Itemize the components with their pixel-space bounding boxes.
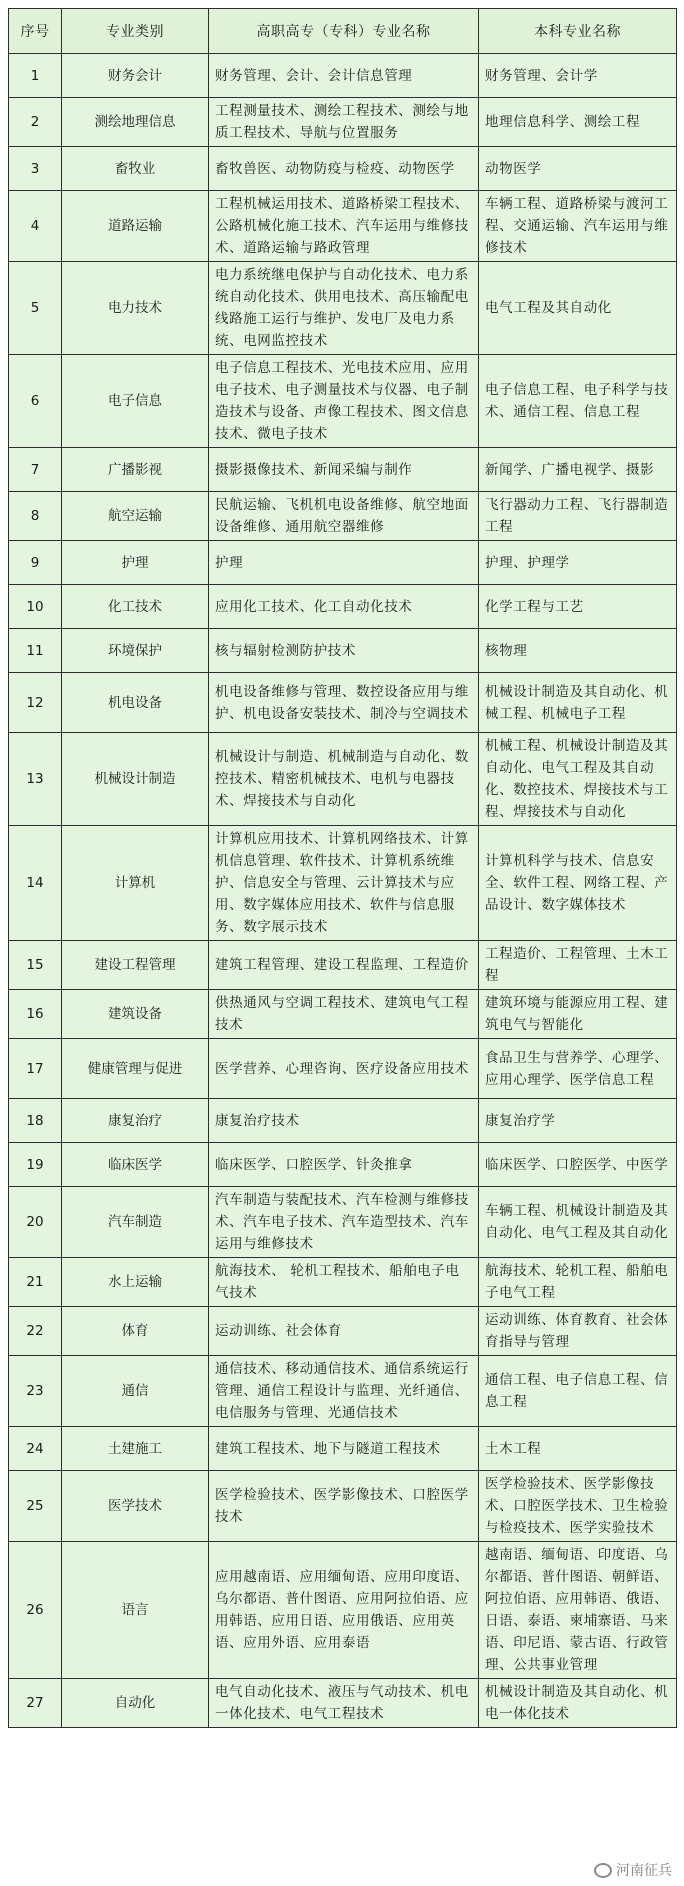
table-row [9, 1258, 677, 1307]
row-bachelor-majors: 临床医学、口腔医学、中医学 [479, 1143, 677, 1187]
row-bachelor-majors: 运动训练、体育教育、社会体育指导与管理 [479, 1307, 677, 1356]
row-category: 机械设计制造 [62, 733, 209, 826]
row-number: 21 [9, 1258, 62, 1307]
row-category: 通信 [62, 1356, 209, 1427]
row-category: 语言 [62, 1542, 209, 1679]
row-bachelor-majors: 工程造价、工程管理、土木工程 [479, 941, 677, 990]
row-vocational-majors: 临床医学、口腔医学、针灸推拿 [209, 1143, 479, 1187]
row-number: 16 [9, 990, 62, 1039]
row-number: 6 [9, 355, 62, 448]
majors-table [8, 8, 677, 1728]
row-number: 4 [9, 191, 62, 262]
row-category: 化工技术 [62, 585, 209, 629]
row-bachelor-majors: 机械设计制造及其自动化、机电一体化技术 [479, 1679, 677, 1728]
watermark-text: 河南征兵 [616, 1863, 672, 1879]
row-vocational-majors: 建筑工程技术、地下与隧道工程技术 [209, 1427, 479, 1471]
row-vocational-majors: 电气自动化技术、液压与气动技术、机电一体化技术、电气工程技术 [209, 1679, 479, 1728]
row-category: 机电设备 [62, 673, 209, 733]
table-row [9, 448, 677, 492]
row-vocational-majors: 电力系统继电保护与自动化技术、电力系统自动化技术、供用电技术、高压输配电线路施工运行与维护、发电厂及电力系统、电网监控技术 [209, 262, 479, 355]
table-row [9, 98, 677, 147]
table-row [9, 492, 677, 541]
table-row [9, 262, 677, 355]
table-row [9, 941, 677, 990]
row-category: 道路运输 [62, 191, 209, 262]
row-category: 体育 [62, 1307, 209, 1356]
table-row [9, 629, 677, 673]
table-row [9, 54, 677, 98]
table-row [9, 541, 677, 585]
row-vocational-majors: 应用化工技术、化工自动化技术 [209, 585, 479, 629]
table-header-row [9, 9, 677, 54]
row-vocational-majors: 医学检验技术、医学影像技术、口腔医学技术 [209, 1471, 479, 1542]
table-row [9, 990, 677, 1039]
table-row [9, 1356, 677, 1427]
row-category: 建筑设备 [62, 990, 209, 1039]
row-vocational-majors: 畜牧兽医、动物防疫与检疫、动物医学 [209, 147, 479, 191]
row-category: 水上运输 [62, 1258, 209, 1307]
row-number: 23 [9, 1356, 62, 1427]
row-bachelor-majors: 地理信息科学、测绘工程 [479, 98, 677, 147]
row-category: 建设工程管理 [62, 941, 209, 990]
row-bachelor-majors: 建筑环境与能源应用工程、建筑电气与智能化 [479, 990, 677, 1039]
row-number: 26 [9, 1542, 62, 1679]
row-vocational-majors: 汽车制造与装配技术、汽车检测与维修技术、汽车电子技术、汽车造型技术、汽车运用与维修技术 [209, 1187, 479, 1258]
table-row [9, 1187, 677, 1258]
row-vocational-majors: 护理 [209, 541, 479, 585]
row-bachelor-majors: 化学工程与工艺 [479, 585, 677, 629]
row-bachelor-majors: 电气工程及其自动化 [479, 262, 677, 355]
row-vocational-majors: 供热通风与空调工程技术、建筑电气工程技术 [209, 990, 479, 1039]
row-bachelor-majors: 机械工程、机械设计制造及其自动化、电气工程及其自动化、数控技术、焊接技术与工程、焊接技术与自动化 [479, 733, 677, 826]
row-category: 计算机 [62, 826, 209, 941]
row-vocational-majors: 民航运输、飞机机电设备维修、航空地面设备维修、通用航空器维修 [209, 492, 479, 541]
table-row [9, 1143, 677, 1187]
row-vocational-majors: 工程测量技术、测绘工程技术、测绘与地质工程技术、导航与位置服务 [209, 98, 479, 147]
row-category: 康复治疗 [62, 1099, 209, 1143]
row-number: 2 [9, 98, 62, 147]
header-category: 专业类别 [62, 9, 209, 54]
row-vocational-majors: 计算机应用技术、计算机网络技术、计算机信息管理、软件技术、计算机系统维护、信息安全与管理、云计算技术与应用、数字媒体应用技术、软件与信息服务、数字展示技术 [209, 826, 479, 941]
table-row [9, 733, 677, 826]
row-number: 8 [9, 492, 62, 541]
row-bachelor-majors: 车辆工程、道路桥梁与渡河工程、交通运输、汽车运用与维修技术 [479, 191, 677, 262]
header-bachelor: 本科专业名称 [479, 9, 677, 54]
row-number: 25 [9, 1471, 62, 1542]
table-row [9, 1427, 677, 1471]
row-category: 护理 [62, 541, 209, 585]
row-bachelor-majors: 计算机科学与技术、信息安全、软件工程、网络工程、产品设计、数字媒体技术 [479, 826, 677, 941]
row-number: 3 [9, 147, 62, 191]
table-row [9, 1307, 677, 1356]
wechat-icon [594, 1863, 612, 1878]
row-number: 5 [9, 262, 62, 355]
row-number: 14 [9, 826, 62, 941]
row-vocational-majors: 应用越南语、应用缅甸语、应用印度语、乌尔都语、普什图语、应用阿拉伯语、应用韩语、应用日语、应用俄语、应用英语、应用外语、应用泰语 [209, 1542, 479, 1679]
row-number: 10 [9, 585, 62, 629]
row-category: 医学技术 [62, 1471, 209, 1542]
row-number: 17 [9, 1039, 62, 1099]
row-vocational-majors: 核与辐射检测防护技术 [209, 629, 479, 673]
header-no: 序号 [9, 9, 62, 54]
row-category: 广播影视 [62, 448, 209, 492]
table-row [9, 355, 677, 448]
row-number: 15 [9, 941, 62, 990]
row-category: 土建施工 [62, 1427, 209, 1471]
row-number: 11 [9, 629, 62, 673]
watermark [594, 1860, 672, 1880]
row-category: 财务会计 [62, 54, 209, 98]
row-vocational-majors: 建筑工程管理、建设工程监理、工程造价 [209, 941, 479, 990]
row-bachelor-majors: 车辆工程、机械设计制造及其自动化、电气工程及其自动化 [479, 1187, 677, 1258]
row-number: 1 [9, 54, 62, 98]
table-row [9, 1039, 677, 1099]
row-bachelor-majors: 核物理 [479, 629, 677, 673]
table-row [9, 1099, 677, 1143]
row-category: 电子信息 [62, 355, 209, 448]
row-vocational-majors: 医学营养、心理咨询、医疗设备应用技术 [209, 1039, 479, 1099]
row-number: 9 [9, 541, 62, 585]
row-number: 27 [9, 1679, 62, 1728]
row-vocational-majors: 康复治疗技术 [209, 1099, 479, 1143]
row-bachelor-majors: 飞行器动力工程、飞行器制造工程 [479, 492, 677, 541]
row-vocational-majors: 通信技术、移动通信技术、通信系统运行管理、通信工程设计与监理、光纤通信、电信服务与管理、光通信技术 [209, 1356, 479, 1427]
row-category: 航空运输 [62, 492, 209, 541]
table-row [9, 1471, 677, 1542]
row-bachelor-majors: 航海技术、轮机工程、船舶电子电气工程 [479, 1258, 677, 1307]
row-bachelor-majors: 通信工程、电子信息工程、信息工程 [479, 1356, 677, 1427]
row-bachelor-majors: 动物医学 [479, 147, 677, 191]
row-number: 22 [9, 1307, 62, 1356]
table-row [9, 191, 677, 262]
row-category: 环境保护 [62, 629, 209, 673]
row-vocational-majors: 摄影摄像技术、新闻采编与制作 [209, 448, 479, 492]
row-number: 19 [9, 1143, 62, 1187]
row-bachelor-majors: 康复治疗学 [479, 1099, 677, 1143]
row-bachelor-majors: 财务管理、会计学 [479, 54, 677, 98]
table-row [9, 673, 677, 733]
table-row [9, 147, 677, 191]
row-bachelor-majors: 护理、护理学 [479, 541, 677, 585]
table-row [9, 826, 677, 941]
row-vocational-majors: 机电设备维修与管理、数控设备应用与维护、机电设备安装技术、制冷与空调技术 [209, 673, 479, 733]
row-vocational-majors: 电子信息工程技术、光电技术应用、应用电子技术、电子测量技术与仪器、电子制造技术与设备、声像工程技术、图文信息技术、微电子技术 [209, 355, 479, 448]
row-bachelor-majors: 电子信息工程、电子科学与技术、通信工程、信息工程 [479, 355, 677, 448]
row-number: 18 [9, 1099, 62, 1143]
row-vocational-majors: 机械设计与制造、机械制造与自动化、数控技术、精密机械技术、电机与电器技术、焊接技术与自动化 [209, 733, 479, 826]
row-bachelor-majors: 越南语、缅甸语、印度语、乌尔都语、普什图语、朝鲜语、阿拉伯语、应用韩语、俄语、日语、泰语、柬埔寨语、马来语、印尼语、蒙古语、行政管理、公共事业管理 [479, 1542, 677, 1679]
row-category: 汽车制造 [62, 1187, 209, 1258]
row-bachelor-majors: 食品卫生与营养学、心理学、应用心理学、医学信息工程 [479, 1039, 677, 1099]
table-row [9, 1542, 677, 1679]
table-row [9, 1679, 677, 1728]
table-row [9, 585, 677, 629]
row-number: 20 [9, 1187, 62, 1258]
row-bachelor-majors: 医学检验技术、医学影像技术、口腔医学技术、卫生检验与检疫技术、医学实验技术 [479, 1471, 677, 1542]
row-category: 临床医学 [62, 1143, 209, 1187]
row-bachelor-majors: 新闻学、广播电视学、摄影 [479, 448, 677, 492]
row-vocational-majors: 财务管理、会计、会计信息管理 [209, 54, 479, 98]
row-category: 测绘地理信息 [62, 98, 209, 147]
row-category: 电力技术 [62, 262, 209, 355]
row-bachelor-majors: 机械设计制造及其自动化、机械工程、机械电子工程 [479, 673, 677, 733]
row-bachelor-majors: 土木工程 [479, 1427, 677, 1471]
row-number: 24 [9, 1427, 62, 1471]
row-vocational-majors: 工程机械运用技术、道路桥梁工程技术、公路机械化施工技术、汽车运用与维修技术、道路运输与路政管理 [209, 191, 479, 262]
row-number: 12 [9, 673, 62, 733]
row-category: 健康管理与促进 [62, 1039, 209, 1099]
row-category: 畜牧业 [62, 147, 209, 191]
row-category: 自动化 [62, 1679, 209, 1728]
row-number: 7 [9, 448, 62, 492]
row-vocational-majors: 运动训练、社会体育 [209, 1307, 479, 1356]
row-vocational-majors: 航海技术、 轮机工程技术、船舶电子电气技术 [209, 1258, 479, 1307]
row-number: 13 [9, 733, 62, 826]
header-vocational: 高职高专（专科）专业名称 [209, 9, 479, 54]
